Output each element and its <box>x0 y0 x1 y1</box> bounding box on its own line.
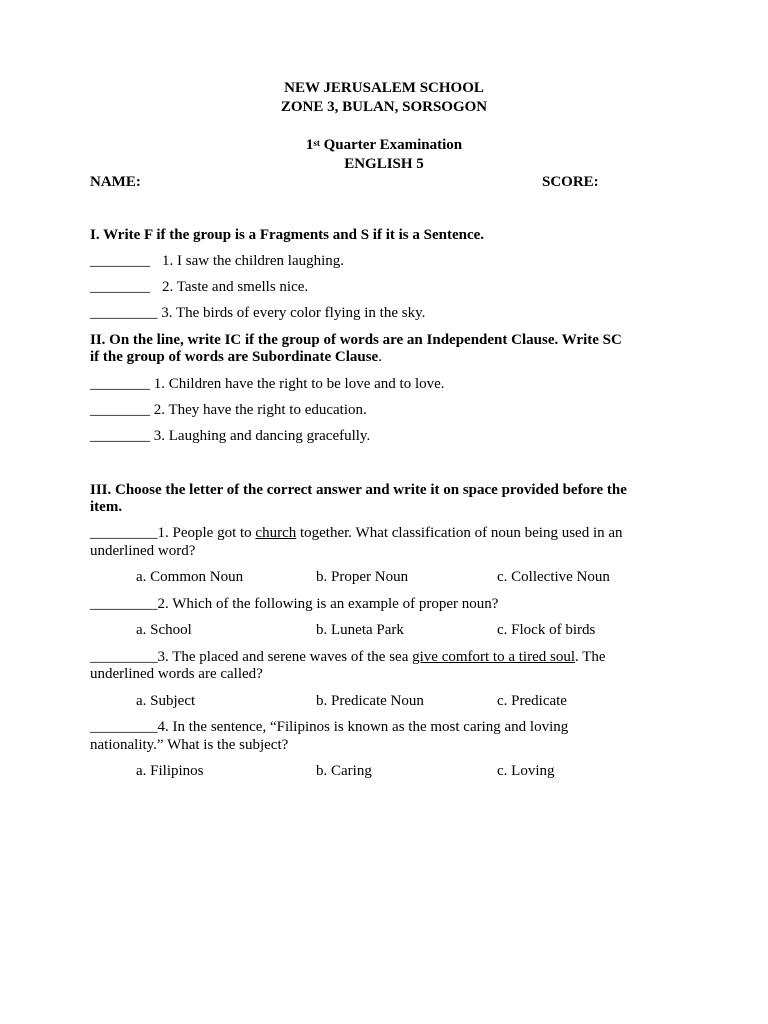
answer-blank[interactable]: _________ <box>90 596 158 612</box>
question-text: 4. In the sentence, “Filipinos is known as the most caring and loving <box>157 719 569 735</box>
question-4-line2: nationality.” What is the subject? <box>90 737 289 753</box>
answer-blank[interactable]: _________ <box>90 649 158 665</box>
question-text-cont: together. What classification of noun being used in an <box>296 525 623 541</box>
answer-blank[interactable]: ________ <box>90 279 150 295</box>
item-text: 3. Laughing and dancing gracefully. <box>153 428 371 444</box>
question-3 <box>90 648 606 666</box>
score-label: SCORE: <box>542 174 599 190</box>
school-address: ZONE 3, BULAN, SORSOGON <box>280 99 488 115</box>
item-text: 3. The birds of every color flying in the sky. <box>161 305 426 321</box>
part1-instruction: I. Write F if the group is a Fragments and S if it is a Sentence. <box>90 227 485 243</box>
exam-number-suffix: st <box>313 138 320 148</box>
choice-a: a. Subject <box>136 693 196 709</box>
part2-instruction-text: if the group of words are Subordinate Clause <box>90 349 379 365</box>
answer-blank[interactable]: ________ <box>90 402 150 418</box>
item-text: 2. They have the right to education. <box>153 402 367 418</box>
part1-item-3 <box>90 304 425 322</box>
answer-blank[interactable]: _________ <box>90 305 158 321</box>
choice-b: b. Caring <box>316 763 372 779</box>
choice-a: a. Filipinos <box>136 763 204 779</box>
question-text: 3. The placed and serene waves of the sea <box>157 649 413 665</box>
answer-blank[interactable]: _________ <box>90 525 158 541</box>
underlined-phrase: give comfort to a tired soul <box>412 649 576 665</box>
underlined-word: church <box>255 525 297 541</box>
question-4 <box>90 718 568 736</box>
part2-item-3 <box>90 427 370 445</box>
part3-instruction-line1: III. Choose the letter of the correct answer and write it on space provided before the <box>90 482 627 498</box>
item-text: 1. Children have the right to be love and to love. <box>153 376 445 392</box>
answer-blank[interactable]: ________ <box>90 428 150 444</box>
name-label: NAME: <box>90 174 141 190</box>
choice-c: c. Loving <box>497 763 555 779</box>
exam-title <box>0 136 768 154</box>
part3-instruction-line2: item. <box>90 499 123 515</box>
exam-number: 1 <box>305 137 314 153</box>
choice-c: c. Predicate <box>497 693 567 709</box>
exam-title-text: Quarter Examination <box>319 137 463 153</box>
question-1 <box>90 524 623 542</box>
part1-item-2 <box>90 278 308 296</box>
choice-b: b. Predicate Noun <box>316 693 424 709</box>
answer-blank[interactable]: _________ <box>90 719 158 735</box>
choice-a: a. School <box>136 622 192 638</box>
answer-blank[interactable]: ________ <box>90 376 150 392</box>
choice-a: a. Common Noun <box>136 569 244 585</box>
question-1-line2: underlined word? <box>90 543 196 559</box>
question-text: 2. Which of the following is an example of proper noun? <box>157 596 499 612</box>
question-3-line2: underlined words are called? <box>90 666 263 682</box>
question-text-cont: . The <box>575 649 606 665</box>
part2-instruction-line1: II. On the line, write IC if the group of words are an Independent Clause. Write SC <box>90 332 622 348</box>
question-2 <box>90 595 498 613</box>
answer-blank[interactable]: ________ <box>90 253 150 269</box>
part2-instruction-end: . <box>378 349 382 365</box>
choice-c: c. Flock of birds <box>497 622 596 638</box>
choice-c: c. Collective Noun <box>497 569 610 585</box>
part1-item-1 <box>90 252 344 270</box>
part2-item-1 <box>90 375 445 393</box>
item-text: 2. Taste and smells nice. <box>162 279 309 295</box>
school-name: NEW JERUSALEM SCHOOL <box>284 80 484 96</box>
choice-b: b. Luneta Park <box>316 622 404 638</box>
exam-subject: ENGLISH 5 <box>344 156 424 172</box>
item-text: 1. I saw the children laughing. <box>162 253 345 269</box>
part2-item-2 <box>90 401 367 419</box>
question-text: 1. People got to <box>157 525 256 541</box>
part2-instruction-line2 <box>90 348 382 366</box>
choice-b: b. Proper Noun <box>316 569 409 585</box>
